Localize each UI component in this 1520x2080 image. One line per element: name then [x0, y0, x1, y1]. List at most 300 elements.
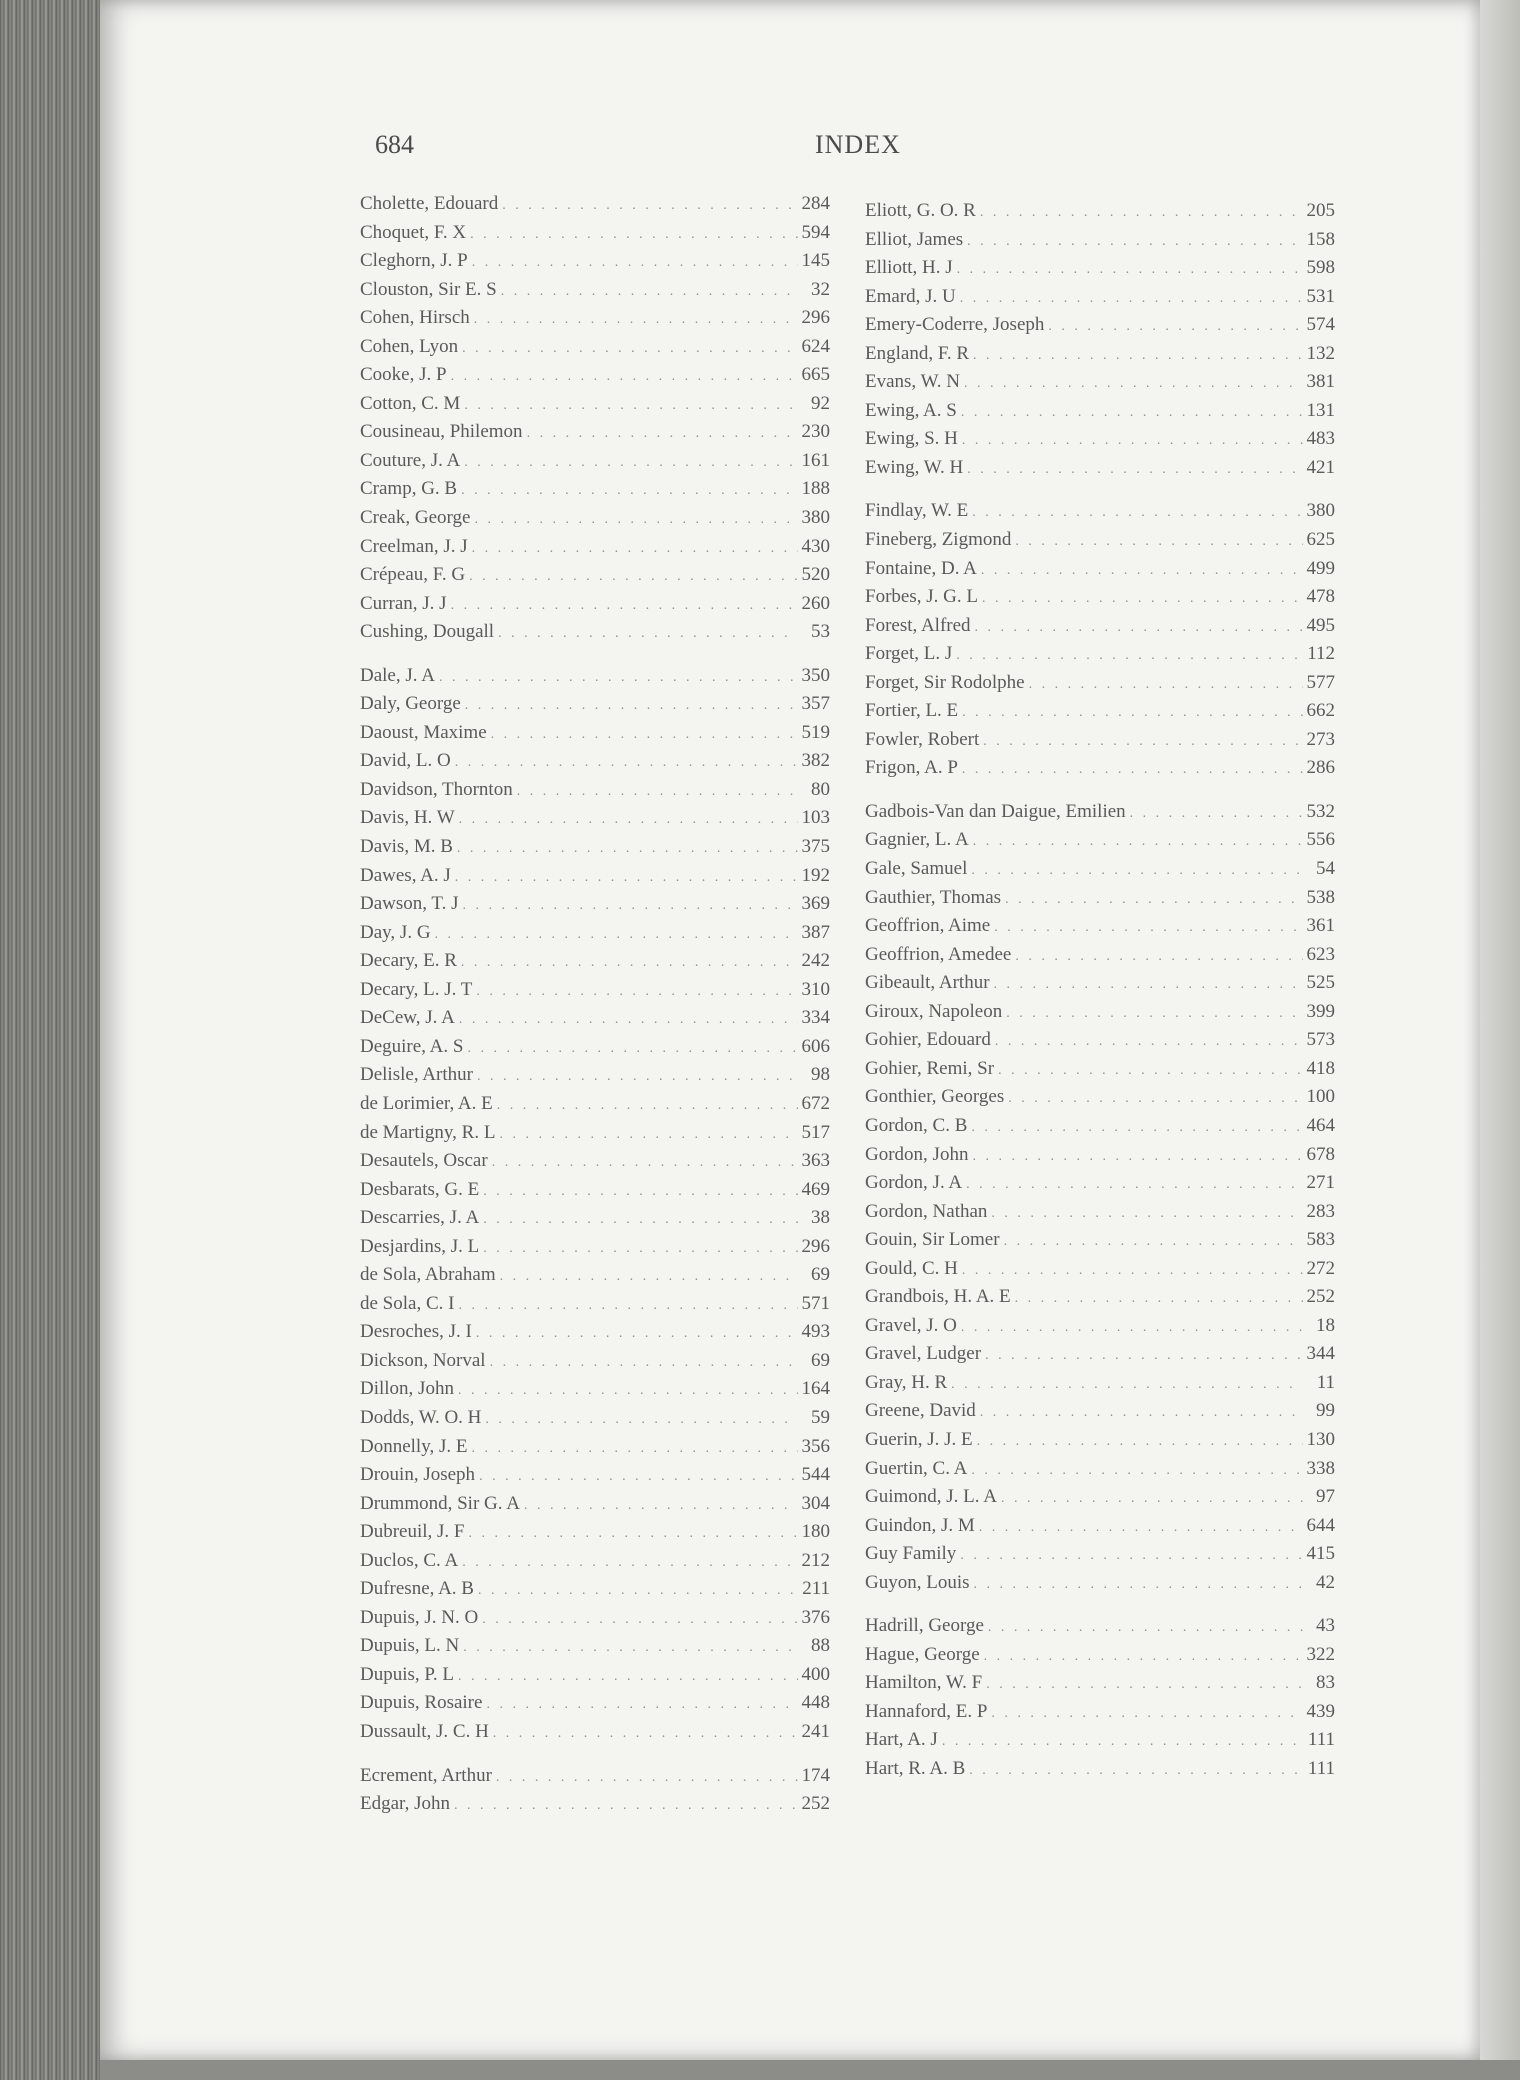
entry-name: Daly, George: [360, 693, 461, 715]
entry-name: David, L. O: [360, 750, 451, 772]
entry-page-number: 283: [1306, 1200, 1335, 1222]
index-column-right: [865, 197, 1335, 1784]
index-entry: [865, 1455, 1335, 1484]
entry-page-number: 54: [1316, 858, 1335, 880]
dot-leader: [942, 1728, 1303, 1757]
index-entry: [865, 1169, 1335, 1198]
entry-page-number: 100: [1306, 1086, 1335, 1108]
entry-page-number: 111: [1307, 1757, 1335, 1779]
index-entry: [360, 1061, 830, 1090]
entry-name: Couture, J. A: [360, 449, 461, 471]
index-entry: [865, 526, 1335, 555]
entry-page-number: 338: [1306, 1457, 1335, 1479]
entry-page-number: 273: [1306, 728, 1335, 750]
dot-leader: [463, 892, 798, 921]
entry-name: Hague, George: [865, 1643, 980, 1665]
entry-name: Elliott, H. J: [865, 257, 953, 279]
entry-page-number: 678: [1306, 1143, 1335, 1165]
entry-name: Donnelly, J. E: [360, 1435, 468, 1457]
entry-name: Gordon, John: [865, 1143, 969, 1165]
entry-name: Gagnier, L. A: [865, 829, 969, 851]
entry-name: Gale, Samuel: [865, 858, 968, 880]
entry-page-number: 252: [801, 1793, 830, 1815]
dot-leader: [967, 456, 1302, 485]
index-entry: [865, 1112, 1335, 1141]
entry-page-number: 241: [801, 1720, 830, 1742]
entry-page-number: 53: [811, 621, 830, 643]
entry-page-number: 272: [1306, 1257, 1335, 1279]
index-entry: [360, 1147, 830, 1176]
entry-page-number: 380: [801, 507, 830, 529]
dot-leader: [962, 756, 1303, 785]
entry-name: Ewing, W. H: [865, 456, 964, 478]
entry-page-number: 469: [801, 1178, 830, 1200]
index-entry: [360, 447, 830, 476]
dot-leader: [490, 1349, 798, 1378]
dot-leader: [502, 192, 797, 221]
entry-page-number: 69: [811, 1349, 830, 1371]
index-entry: [865, 283, 1335, 312]
dot-leader: [492, 1149, 798, 1178]
index-entry: [865, 1641, 1335, 1670]
dot-leader: [470, 221, 797, 250]
entry-page-number: 519: [801, 721, 830, 743]
entry-name: Descarries, J. A: [360, 1207, 480, 1229]
entry-name: Forget, Sir Rodolphe: [865, 671, 1025, 693]
entry-name: Gravel, Ludger: [865, 1343, 982, 1365]
entry-name: Cholette, Edouard: [360, 193, 499, 214]
dot-leader: [451, 592, 798, 621]
index-entry: [865, 1669, 1335, 1698]
index-entry: [360, 1375, 830, 1404]
entry-page-number: 59: [811, 1406, 830, 1428]
entry-name: Guyon, Louis: [865, 1571, 970, 1593]
entry-page-number: 92: [811, 392, 830, 414]
entry-name: Cushing, Dougall: [360, 621, 495, 643]
index-entry: [360, 1632, 830, 1661]
entry-name: Gonthier, Georges: [865, 1086, 1005, 1108]
entry-name: Daoust, Maxime: [360, 721, 487, 743]
entry-name: England, F. R: [865, 342, 970, 364]
page-bottom-edge: [100, 2060, 1520, 2080]
entry-page-number: 131: [1306, 399, 1335, 421]
dot-leader: [962, 1257, 1303, 1286]
dot-leader: [497, 1092, 798, 1121]
dot-leader: [969, 1757, 1303, 1786]
book-spine-edge: [0, 0, 100, 2080]
entry-page-number: 88: [811, 1635, 830, 1657]
entry-page-number: 310: [801, 978, 830, 1000]
index-entry: [360, 190, 830, 219]
index-entry: [360, 1176, 830, 1205]
index-entry: [360, 1404, 830, 1433]
entry-name: Fortier, L. E: [865, 700, 959, 722]
entry-name: Geoffrion, Amedee: [865, 943, 1012, 965]
entry-page-number: 357: [801, 693, 830, 715]
running-head-title: INDEX: [815, 130, 901, 159]
entry-page-number: 448: [801, 1692, 830, 1714]
dot-leader: [971, 1457, 1302, 1486]
entry-name: Curran, J. J: [360, 592, 447, 614]
entry-name: de Martigny, R. L: [360, 1121, 496, 1143]
entry-name: Dawson, T. J: [360, 893, 459, 915]
dot-leader: [980, 199, 1303, 228]
index-entry: [865, 1312, 1335, 1341]
index-entry: [865, 1340, 1335, 1369]
dot-leader: [981, 557, 1303, 586]
entry-name: Clouston, Sir E. S: [360, 278, 497, 300]
index-entry: [865, 425, 1335, 454]
entry-page-number: 544: [801, 1464, 830, 1486]
index-entry: [360, 919, 830, 948]
entry-page-number: 286: [1306, 757, 1335, 779]
index-entry: [360, 862, 830, 891]
entry-page-number: 573: [1306, 1029, 1335, 1051]
entry-page-number: 464: [1306, 1114, 1335, 1136]
dot-leader: [971, 1114, 1302, 1143]
entry-name: Cooke, J. P: [360, 364, 447, 386]
index-entry: [360, 590, 830, 619]
dot-leader: [483, 1235, 797, 1264]
entry-name: Hart, R. A. B: [865, 1757, 966, 1779]
dot-leader: [994, 914, 1302, 943]
dot-leader: [467, 1035, 797, 1064]
dot-leader: [960, 285, 1303, 314]
entry-name: Hamilton, W. F: [865, 1672, 983, 1694]
entry-name: Guimond, J. L. A: [865, 1486, 997, 1508]
entry-name: Decary, L. J. T: [360, 978, 473, 1000]
entry-name: Hadrill, George: [865, 1615, 984, 1637]
dot-leader: [496, 1764, 798, 1793]
entry-page-number: 304: [801, 1492, 830, 1514]
entry-name: Gravel, J. O: [865, 1314, 957, 1336]
dot-leader: [964, 370, 1303, 399]
entry-name: Geoffrion, Aime: [865, 915, 991, 937]
entry-page-number: 296: [801, 1235, 830, 1257]
entry-page-number: 132: [1306, 342, 1335, 364]
entry-page-number: 230: [801, 421, 830, 443]
entry-page-number: 520: [801, 564, 830, 586]
entry-page-number: 99: [1316, 1400, 1335, 1422]
index-entry: [865, 1198, 1335, 1227]
entry-page-number: 356: [801, 1435, 830, 1457]
dot-leader: [1048, 313, 1302, 342]
index-entry: [865, 340, 1335, 369]
dot-leader: [971, 857, 1303, 886]
entry-page-number: 296: [801, 307, 830, 329]
index-entry: [360, 890, 830, 919]
entry-page-number: 130: [1306, 1428, 1335, 1450]
index-entry: [865, 454, 1335, 483]
dot-leader: [957, 256, 1303, 285]
index-entry: [865, 640, 1335, 669]
dot-leader: [458, 1292, 797, 1321]
index-entry: [360, 361, 830, 390]
index-entry: [360, 475, 830, 504]
entry-name: Deguire, A. S: [360, 1035, 464, 1057]
entry-page-number: 532: [1306, 800, 1335, 822]
entry-page-number: 531: [1306, 285, 1335, 307]
entry-name: Cleghorn, J. P: [360, 250, 468, 272]
entry-name: Creelman, J. J: [360, 535, 468, 557]
entry-name: Day, J. G: [360, 921, 431, 943]
entry-page-number: 192: [801, 864, 830, 886]
index-entry: [865, 969, 1335, 998]
entry-name: Ewing, A. S: [865, 399, 957, 421]
index-entry: [865, 855, 1335, 884]
entry-page-number: 571: [801, 1292, 830, 1314]
index-entry: [360, 247, 830, 276]
index-entry: [360, 333, 830, 362]
dot-leader: [459, 1006, 798, 1035]
entry-name: Gibeault, Arthur: [865, 972, 990, 994]
entry-name: Dufresne, A. B: [360, 1578, 474, 1600]
index-entry: [360, 304, 830, 333]
dot-leader: [455, 864, 798, 893]
index-entry: [360, 1547, 830, 1576]
index-entry: [360, 1233, 830, 1262]
entry-page-number: 672: [801, 1092, 830, 1114]
entry-page-number: 334: [801, 1007, 830, 1029]
dot-leader: [982, 585, 1303, 614]
dot-leader: [1130, 800, 1303, 829]
entry-name: DeCew, J. A: [360, 1007, 455, 1029]
index-entry: [865, 1569, 1335, 1598]
dot-leader: [962, 699, 1302, 728]
dot-leader: [491, 721, 798, 750]
dot-leader: [500, 1263, 798, 1292]
dot-leader: [493, 1720, 798, 1749]
entry-name: Guerin, J. J. E: [865, 1428, 973, 1450]
entry-name: de Sola, Abraham: [360, 1264, 496, 1286]
index-entry: [865, 798, 1335, 827]
entry-page-number: 361: [1306, 915, 1335, 937]
dot-leader: [469, 1520, 798, 1549]
index-entry: [865, 1698, 1335, 1727]
entry-page-number: 577: [1306, 671, 1335, 693]
dot-leader: [472, 535, 798, 564]
dot-leader: [476, 978, 797, 1007]
dot-leader: [524, 1492, 798, 1521]
index-entry: [865, 311, 1335, 340]
entry-page-number: 212: [801, 1549, 830, 1571]
index-entry: [360, 1604, 830, 1633]
index-entry: [865, 912, 1335, 941]
entry-name: Emard, J. U: [865, 285, 956, 307]
section-gap: [865, 783, 1335, 798]
entry-name: Ewing, S. H: [865, 428, 958, 450]
dot-leader: [455, 749, 798, 778]
entry-page-number: 644: [1306, 1514, 1335, 1536]
entry-name: Hannaford, E. P: [865, 1700, 988, 1722]
dot-leader: [458, 1377, 798, 1406]
dot-leader: [1015, 528, 1302, 557]
dot-leader: [974, 1571, 1304, 1600]
entry-name: Desautels, Oscar: [360, 1150, 488, 1172]
dot-leader: [461, 477, 797, 506]
dot-leader: [995, 1028, 1303, 1057]
entry-page-number: 382: [801, 750, 830, 772]
entry-name: Ecrement, Arthur: [360, 1764, 492, 1786]
entry-name: Gould, C. H: [865, 1257, 958, 1279]
dot-leader: [499, 1121, 797, 1150]
entry-page-number: 583: [1306, 1229, 1335, 1251]
index-entry: [865, 941, 1335, 970]
index-entry: [865, 669, 1335, 698]
dot-leader: [1006, 1000, 1302, 1029]
index-entry: [360, 1575, 830, 1604]
entry-name: Choquet, F. X: [360, 221, 467, 243]
dot-leader: [1004, 1228, 1303, 1257]
index-entry: [865, 697, 1335, 726]
dot-leader: [463, 1634, 798, 1663]
dot-leader: [960, 1542, 1302, 1571]
index-entry: [360, 219, 830, 248]
dot-leader: [478, 1577, 798, 1606]
index-entry: [360, 1090, 830, 1119]
dot-leader: [956, 642, 1303, 671]
index-entry: [865, 1512, 1335, 1541]
index-entry: [360, 1718, 830, 1747]
entry-name: Dussault, J. C. H: [360, 1720, 489, 1742]
index-entry: [865, 612, 1335, 641]
entry-name: Evans, W. N: [865, 371, 960, 393]
dot-leader: [498, 620, 798, 649]
entry-name: Dickson, Norval: [360, 1349, 486, 1371]
dot-leader: [465, 692, 798, 721]
entry-name: Gray, H. R: [865, 1371, 948, 1393]
index-entry: [360, 833, 830, 862]
entry-name: Dupuis, L. N: [360, 1635, 460, 1657]
entry-page-number: 375: [801, 836, 830, 858]
entry-name: Forbes, J. G. L: [865, 586, 978, 608]
index-entry: [360, 533, 830, 562]
entry-name: Drouin, Joseph: [360, 1464, 476, 1486]
index-entry: [865, 254, 1335, 283]
dot-leader: [972, 1143, 1302, 1172]
entry-name: Creak, George: [360, 507, 471, 529]
dot-leader: [476, 1320, 798, 1349]
index-entry: [865, 1612, 1335, 1641]
dot-leader: [962, 427, 1303, 456]
entry-name: Gauthier, Thomas: [865, 886, 1002, 908]
entry-page-number: 83: [1316, 1672, 1335, 1694]
entry-page-number: 495: [1306, 614, 1335, 636]
index-entry: [360, 1290, 830, 1319]
index-entry: [360, 418, 830, 447]
entry-name: Eliott, G. O. R: [865, 200, 976, 221]
entry-page-number: 606: [801, 1035, 830, 1057]
dot-leader: [985, 1342, 1302, 1371]
entry-page-number: 164: [801, 1378, 830, 1400]
dot-leader: [975, 614, 1303, 643]
dot-leader: [973, 828, 1303, 857]
entry-name: Delisle, Arthur: [360, 1064, 473, 1086]
dot-leader: [464, 392, 798, 421]
dot-leader: [527, 420, 798, 449]
entry-page-number: 387: [801, 921, 830, 943]
entry-page-number: 418: [1306, 1057, 1335, 1079]
index-entry: [360, 976, 830, 1005]
index-entry: [360, 1347, 830, 1376]
entry-name: Gouin, Sir Lomer: [865, 1229, 1000, 1251]
dot-leader: [966, 1171, 1302, 1200]
dot-leader: [1015, 943, 1302, 972]
index-entry: [360, 618, 830, 647]
index-entry: [360, 1689, 830, 1718]
index-entry: [360, 504, 830, 533]
entry-page-number: 623: [1306, 943, 1335, 965]
dot-leader: [454, 1792, 798, 1821]
entry-page-number: 111: [1307, 1729, 1335, 1751]
entry-page-number: 415: [1306, 1543, 1335, 1565]
entry-name: Dodds, W. O. H: [360, 1406, 482, 1428]
entry-page-number: 483: [1306, 428, 1335, 450]
entry-name: Grandbois, H. A. E: [865, 1286, 1011, 1308]
index-entry: [865, 1755, 1335, 1784]
entry-page-number: 322: [1306, 1643, 1335, 1665]
entry-page-number: 97: [1316, 1486, 1335, 1508]
entry-name: Davis, H. W: [360, 807, 455, 829]
entry-page-number: 399: [1306, 1000, 1335, 1022]
entry-name: Dupuis, Rosaire: [360, 1692, 483, 1714]
entry-page-number: 625: [1306, 529, 1335, 551]
index-entry: [360, 690, 830, 719]
dot-leader: [483, 1206, 798, 1235]
entry-name: Dupuis, P. L: [360, 1663, 454, 1685]
index-entry: [360, 561, 830, 590]
entry-name: Guindon, J. M: [865, 1514, 975, 1536]
entry-name: Desbarats, G. E: [360, 1178, 480, 1200]
index-entry: [360, 1119, 830, 1148]
entry-name: Fineberg, Zigmond: [865, 529, 1012, 551]
page-number: 684: [375, 130, 414, 159]
index-entry: [865, 1426, 1335, 1455]
index-entry: [360, 1433, 830, 1462]
index-entry: [865, 826, 1335, 855]
entry-name: Edgar, John: [360, 1793, 450, 1815]
entry-name: Greene, David: [865, 1400, 976, 1422]
dot-leader: [991, 1700, 1302, 1729]
entry-name: Dawes, A. J: [360, 864, 451, 886]
dot-leader: [479, 1463, 797, 1492]
index-entry: [865, 497, 1335, 526]
index-entry: [865, 1397, 1335, 1426]
index-entry: [360, 1518, 830, 1547]
dot-leader: [961, 1314, 1303, 1343]
entry-page-number: 242: [801, 950, 830, 972]
entry-page-number: 43: [1316, 1615, 1335, 1637]
dot-leader: [984, 1643, 1303, 1672]
entry-name: Drummond, Sir G. A: [360, 1492, 520, 1514]
entry-name: Elliot, James: [865, 228, 964, 250]
entry-page-number: 517: [801, 1121, 830, 1143]
dot-leader: [973, 342, 1302, 371]
entry-name: Cohen, Lyon: [360, 335, 459, 357]
dot-leader: [474, 506, 797, 535]
entry-page-number: 556: [1306, 829, 1335, 851]
entry-page-number: 158: [1306, 228, 1335, 250]
index-entry: [360, 662, 830, 691]
index-entry: [865, 1483, 1335, 1512]
entry-page-number: 499: [1306, 557, 1335, 579]
dot-leader: [972, 499, 1302, 528]
entry-name: Desjardins, J. L: [360, 1235, 480, 1257]
section-gap: [360, 1747, 830, 1762]
entry-page-number: 381: [1306, 371, 1335, 393]
entry-name: Fontaine, D. A: [865, 557, 977, 579]
dot-leader: [439, 664, 798, 693]
